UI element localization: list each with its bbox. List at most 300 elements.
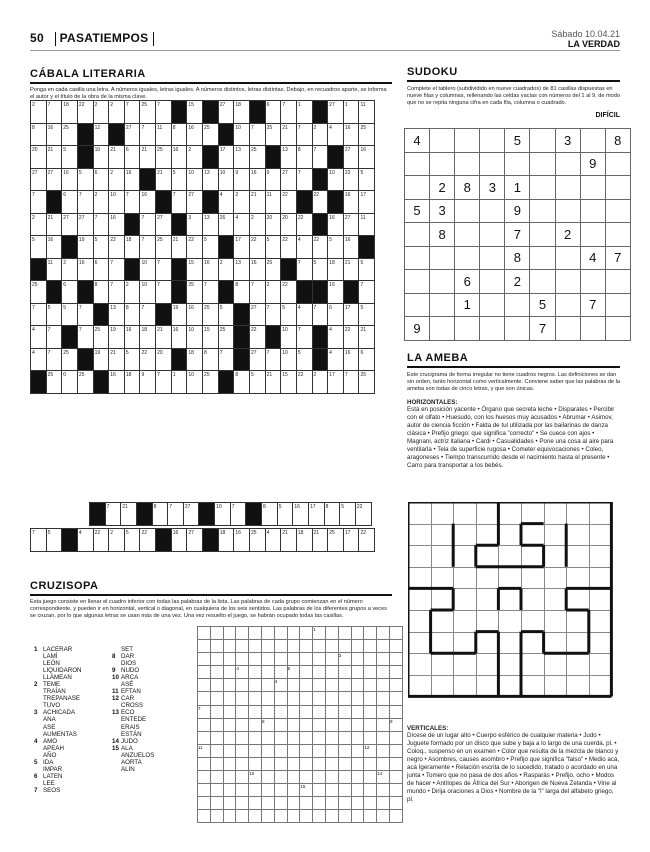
cruzisopa-cell[interactable] <box>261 797 274 810</box>
cruzisopa-cell[interactable] <box>274 797 287 810</box>
cabala-cell[interactable] <box>31 529 47 552</box>
sudoku-cell[interactable]: 8 <box>605 129 630 153</box>
cruzisopa-cell[interactable] <box>389 744 402 757</box>
cabala-cell[interactable] <box>343 213 359 236</box>
cruzisopa-cell[interactable] <box>364 731 377 744</box>
cabala-cell[interactable] <box>281 326 297 349</box>
sudoku-cell[interactable] <box>555 199 580 223</box>
sudoku-cell[interactable] <box>580 199 605 223</box>
cabala-cell[interactable] <box>281 348 297 371</box>
cruzisopa-cell[interactable] <box>351 640 364 653</box>
sudoku-cell[interactable] <box>455 199 480 223</box>
cruzisopa-cell[interactable]: 9 <box>389 718 402 731</box>
cabala-cell[interactable] <box>62 281 78 304</box>
cruzisopa-cell[interactable] <box>325 797 338 810</box>
cruzisopa-cell[interactable] <box>338 784 351 797</box>
cabala-cell[interactable] <box>265 191 281 214</box>
cruzisopa-cell[interactable] <box>389 810 402 823</box>
cruzisopa-cell[interactable] <box>338 797 351 810</box>
cruzisopa-cell[interactable] <box>249 731 262 744</box>
cabala-cell[interactable] <box>215 503 231 526</box>
cabala-cell[interactable] <box>46 236 62 259</box>
cabala-cell[interactable] <box>265 258 281 281</box>
cruzisopa-cell[interactable] <box>236 744 249 757</box>
sudoku-cell[interactable] <box>530 223 555 247</box>
cabala-cell[interactable] <box>312 258 328 281</box>
cabala-cell[interactable] <box>109 146 125 169</box>
cruzisopa-cell[interactable] <box>223 640 236 653</box>
cabala-cell[interactable] <box>93 281 109 304</box>
sudoku-cell[interactable] <box>455 152 480 176</box>
sudoku-cell[interactable]: 6 <box>455 270 480 294</box>
cabala-cell[interactable] <box>296 101 312 124</box>
cruzisopa-cell[interactable] <box>325 810 338 823</box>
cruzisopa-cell[interactable] <box>249 705 262 718</box>
cabala-cell[interactable] <box>359 168 375 191</box>
cruzisopa-cell[interactable] <box>223 679 236 692</box>
cruzisopa-cell[interactable] <box>364 771 377 784</box>
cabala-cell[interactable] <box>93 101 109 124</box>
cabala-cell[interactable] <box>46 348 62 371</box>
cruzisopa-cell[interactable] <box>210 744 223 757</box>
cabala-cell[interactable] <box>281 101 297 124</box>
cabala-cell[interactable] <box>359 348 375 371</box>
cruzisopa-cell[interactable] <box>210 627 223 640</box>
sudoku-cell[interactable]: 4 <box>580 246 605 270</box>
cabala-cell[interactable] <box>124 146 140 169</box>
sudoku-cell[interactable]: 4 <box>405 129 430 153</box>
sudoku-cell[interactable] <box>555 293 580 317</box>
cabala-cell[interactable] <box>46 258 62 281</box>
cruzisopa-cell[interactable] <box>223 666 236 679</box>
cabala-cell[interactable] <box>296 123 312 146</box>
cabala-cell[interactable] <box>187 326 203 349</box>
cabala-cell[interactable] <box>46 371 62 394</box>
cruzisopa-cell[interactable] <box>210 797 223 810</box>
cabala-cell[interactable] <box>234 236 250 259</box>
cabala-cell[interactable] <box>31 213 47 236</box>
cabala-cell[interactable] <box>296 168 312 191</box>
sudoku-cell[interactable] <box>605 270 630 294</box>
sudoku-cell[interactable] <box>405 293 430 317</box>
cabala-cell[interactable] <box>328 101 344 124</box>
cabala-cell[interactable] <box>171 303 187 326</box>
sudoku-cell[interactable] <box>480 270 505 294</box>
cruzisopa-cell[interactable] <box>198 771 211 784</box>
cabala-cell[interactable] <box>312 236 328 259</box>
cabala-cell[interactable] <box>187 348 203 371</box>
cabala-cell[interactable] <box>218 348 234 371</box>
sudoku-cell[interactable] <box>555 152 580 176</box>
sudoku-cell[interactable] <box>430 317 455 341</box>
cabala-cell[interactable] <box>187 258 203 281</box>
cruzisopa-cell[interactable] <box>377 640 390 653</box>
cruzisopa-cell[interactable] <box>351 653 364 666</box>
cruzisopa-cell[interactable]: 15 <box>300 784 313 797</box>
cabala-cell[interactable] <box>31 146 47 169</box>
cruzisopa-cell[interactable] <box>287 627 300 640</box>
cabala-cell[interactable] <box>77 101 93 124</box>
cabala-cell[interactable] <box>124 168 140 191</box>
cabala-cell[interactable] <box>218 213 234 236</box>
cruzisopa-cell[interactable] <box>223 797 236 810</box>
cabala-cell[interactable] <box>171 371 187 394</box>
cabala-cell[interactable] <box>218 146 234 169</box>
cruzisopa-cell[interactable] <box>325 640 338 653</box>
sudoku-cell[interactable] <box>405 223 430 247</box>
cruzisopa-cell[interactable] <box>236 718 249 731</box>
cabala-cell[interactable] <box>281 281 297 304</box>
cruzisopa-cell[interactable] <box>274 705 287 718</box>
cabala-cell[interactable] <box>93 258 109 281</box>
cabala-cell[interactable] <box>140 101 156 124</box>
cabala-cell[interactable] <box>249 326 265 349</box>
cabala-cell[interactable] <box>281 371 297 394</box>
cabala-cell[interactable] <box>156 146 172 169</box>
cabala-cell[interactable] <box>312 303 328 326</box>
cabala-cell[interactable] <box>249 236 265 259</box>
sudoku-cell[interactable] <box>480 317 505 341</box>
cabala-cell[interactable] <box>93 348 109 371</box>
cabala-cell[interactable] <box>328 213 344 236</box>
cabala-cell[interactable] <box>359 303 375 326</box>
sudoku-cell[interactable]: 8 <box>505 246 530 270</box>
cruzisopa-cell[interactable] <box>377 627 390 640</box>
cruzisopa-cell[interactable] <box>351 692 364 705</box>
sudoku-cell[interactable]: 8 <box>430 223 455 247</box>
cabala-cell[interactable] <box>265 303 281 326</box>
cabala-cell[interactable] <box>203 168 219 191</box>
cruzisopa-cell[interactable] <box>210 771 223 784</box>
cabala-cell[interactable] <box>156 213 172 236</box>
sudoku-cell[interactable]: 5 <box>530 293 555 317</box>
sudoku-cell[interactable] <box>555 176 580 200</box>
cruzisopa-cell[interactable] <box>223 771 236 784</box>
cabala-cell[interactable] <box>156 236 172 259</box>
cabala-cell[interactable] <box>31 123 47 146</box>
cabala-cell[interactable] <box>324 503 340 526</box>
sudoku-cell[interactable] <box>605 176 630 200</box>
cruzisopa-cell[interactable] <box>249 797 262 810</box>
cabala-cell[interactable] <box>156 101 172 124</box>
cabala-cell[interactable] <box>234 101 250 124</box>
sudoku-cell[interactable] <box>430 152 455 176</box>
cruzisopa-cell[interactable] <box>198 757 211 770</box>
cruzisopa-cell[interactable] <box>364 640 377 653</box>
cabala-cell[interactable] <box>265 213 281 236</box>
cruzisopa-cell[interactable] <box>377 810 390 823</box>
cruzisopa-cell[interactable] <box>325 784 338 797</box>
cabala-cell[interactable] <box>109 303 125 326</box>
cabala-cell[interactable] <box>312 123 328 146</box>
cabala-cell[interactable] <box>140 371 156 394</box>
cruzisopa-cell[interactable] <box>210 757 223 770</box>
cabala-cell[interactable] <box>265 529 281 552</box>
cabala-cell[interactable] <box>124 101 140 124</box>
cruzisopa-cell[interactable] <box>249 666 262 679</box>
sudoku-cell[interactable] <box>480 152 505 176</box>
cabala-cell[interactable] <box>203 303 219 326</box>
cruzisopa-cell[interactable] <box>274 627 287 640</box>
cabala-cell[interactable] <box>93 146 109 169</box>
cabala-cell[interactable] <box>359 529 375 552</box>
cruzisopa-cell[interactable] <box>198 718 211 731</box>
cabala-cell[interactable] <box>183 503 199 526</box>
cabala-cell[interactable] <box>262 503 278 526</box>
cruzisopa-cell[interactable] <box>274 718 287 731</box>
cruzisopa-cell[interactable] <box>364 705 377 718</box>
sudoku-cell[interactable] <box>480 199 505 223</box>
cabala-cell[interactable] <box>359 146 375 169</box>
cabala-cell[interactable] <box>218 326 234 349</box>
cruzisopa-cell[interactable] <box>274 757 287 770</box>
cruzisopa-cell[interactable] <box>377 692 390 705</box>
cruzisopa-cell[interactable] <box>325 653 338 666</box>
cruzisopa-cell[interactable] <box>377 653 390 666</box>
cruzisopa-cell[interactable] <box>274 731 287 744</box>
cabala-cell[interactable] <box>328 529 344 552</box>
cabala-cell[interactable] <box>121 503 137 526</box>
sudoku-cell[interactable] <box>430 270 455 294</box>
cruzisopa-cell[interactable] <box>223 692 236 705</box>
cruzisopa-cell[interactable] <box>338 810 351 823</box>
cruzisopa-cell[interactable] <box>313 653 326 666</box>
cruzisopa-cell[interactable]: 5 <box>287 666 300 679</box>
cabala-cell[interactable] <box>265 101 281 124</box>
cruzisopa-cell[interactable] <box>313 744 326 757</box>
cabala-cell[interactable] <box>203 258 219 281</box>
cruzisopa-cell[interactable] <box>198 784 211 797</box>
sudoku-cell[interactable] <box>405 152 430 176</box>
cruzisopa-cell[interactable] <box>287 784 300 797</box>
cruzisopa-cell[interactable] <box>274 666 287 679</box>
cabala-cell[interactable] <box>62 191 78 214</box>
cruzisopa-cell[interactable] <box>377 679 390 692</box>
cabala-cell[interactable] <box>343 168 359 191</box>
cruzisopa-cell[interactable] <box>300 666 313 679</box>
sudoku-cell[interactable] <box>430 293 455 317</box>
cabala-cell[interactable] <box>109 236 125 259</box>
cruzisopa-cell[interactable] <box>351 784 364 797</box>
cabala-cell[interactable] <box>281 529 297 552</box>
cabala-cell[interactable] <box>109 258 125 281</box>
sudoku-cell[interactable] <box>580 223 605 247</box>
cruzisopa-cell[interactable] <box>287 692 300 705</box>
cabala-cell[interactable] <box>152 503 168 526</box>
cabala-cell[interactable] <box>343 258 359 281</box>
cruzisopa-cell[interactable] <box>351 705 364 718</box>
cabala-cell[interactable] <box>62 371 78 394</box>
cabala-cell[interactable] <box>343 348 359 371</box>
sudoku-cell[interactable] <box>505 152 530 176</box>
cruzisopa-cell[interactable] <box>300 627 313 640</box>
cruzisopa-cell[interactable] <box>377 718 390 731</box>
cabala-cell[interactable] <box>156 326 172 349</box>
sudoku-cell[interactable]: 2 <box>555 223 580 247</box>
cruzisopa-cell[interactable]: 3 <box>338 653 351 666</box>
cabala-cell[interactable] <box>77 258 93 281</box>
cruzisopa-cell[interactable] <box>249 640 262 653</box>
cruzisopa-cell[interactable] <box>300 757 313 770</box>
cruzisopa-cell[interactable] <box>364 679 377 692</box>
cabala-cell[interactable] <box>218 168 234 191</box>
cabala-cell[interactable] <box>62 168 78 191</box>
sudoku-cell[interactable] <box>455 317 480 341</box>
cabala-cell[interactable] <box>171 326 187 349</box>
cabala-cell[interactable] <box>296 371 312 394</box>
cruzisopa-cell[interactable] <box>325 679 338 692</box>
cruzisopa-cell[interactable]: 11 <box>198 744 211 757</box>
cruzisopa-cell[interactable] <box>274 784 287 797</box>
sudoku-cell[interactable] <box>405 176 430 200</box>
cruzisopa-cell[interactable] <box>338 679 351 692</box>
cruzisopa-cell[interactable] <box>210 640 223 653</box>
cruzisopa-cell[interactable] <box>351 797 364 810</box>
cabala-cell[interactable] <box>312 371 328 394</box>
cruzisopa-cell[interactable] <box>377 784 390 797</box>
cruzisopa-cell[interactable] <box>313 640 326 653</box>
cabala-cell[interactable] <box>109 191 125 214</box>
cruzisopa-cell[interactable] <box>389 731 402 744</box>
cabala-cell[interactable] <box>109 326 125 349</box>
cabala-cell[interactable] <box>124 529 140 552</box>
cabala-cell[interactable] <box>234 258 250 281</box>
sudoku-cell[interactable]: 9 <box>580 152 605 176</box>
cabala-cell[interactable] <box>46 168 62 191</box>
cabala-cell[interactable] <box>359 101 375 124</box>
cabala-cell[interactable] <box>124 371 140 394</box>
sudoku-cell[interactable] <box>605 293 630 317</box>
sudoku-cell[interactable]: 3 <box>480 176 505 200</box>
cabala-cell[interactable] <box>109 101 125 124</box>
cabala-cell[interactable] <box>218 101 234 124</box>
cabala-cell[interactable] <box>328 348 344 371</box>
cruzisopa-cell[interactable] <box>313 705 326 718</box>
cruzisopa-cell[interactable] <box>261 731 274 744</box>
cabala-cell[interactable] <box>77 191 93 214</box>
cabala-cell[interactable] <box>187 146 203 169</box>
cruzisopa-cell[interactable] <box>210 784 223 797</box>
cabala-cell[interactable] <box>343 123 359 146</box>
cabala-cell[interactable] <box>124 236 140 259</box>
cruzisopa-cell[interactable]: 4 <box>274 679 287 692</box>
cruzisopa-cell[interactable] <box>287 640 300 653</box>
cabala-cell[interactable] <box>124 326 140 349</box>
cabala-cell[interactable] <box>265 123 281 146</box>
cruzisopa-cell[interactable] <box>389 679 402 692</box>
cruzisopa-cell[interactable] <box>249 744 262 757</box>
cruzisopa-cell[interactable] <box>300 771 313 784</box>
cruzisopa-cell[interactable]: 1 <box>313 627 326 640</box>
cabala-cell[interactable] <box>296 529 312 552</box>
cabala-cell[interactable] <box>359 213 375 236</box>
cabala-cell[interactable] <box>77 213 93 236</box>
cabala-cell[interactable] <box>187 236 203 259</box>
cruzisopa-cell[interactable] <box>351 627 364 640</box>
cruzisopa-cell[interactable] <box>223 810 236 823</box>
cruzisopa-cell[interactable] <box>325 744 338 757</box>
cabala-cell[interactable] <box>343 371 359 394</box>
cabala-cell[interactable] <box>62 146 78 169</box>
cabala-cell[interactable] <box>234 191 250 214</box>
sudoku-cell[interactable] <box>505 293 530 317</box>
cabala-cell[interactable] <box>234 123 250 146</box>
cruzisopa-cell[interactable] <box>274 692 287 705</box>
cruzisopa-cell[interactable] <box>313 692 326 705</box>
cabala-cell[interactable] <box>140 529 156 552</box>
cabala-cell[interactable] <box>343 146 359 169</box>
cabala-cell[interactable] <box>277 503 293 526</box>
cabala-cell[interactable] <box>296 236 312 259</box>
cruzisopa-cell[interactable] <box>236 771 249 784</box>
cabala-cell[interactable] <box>359 123 375 146</box>
cabala-cell[interactable] <box>46 213 62 236</box>
cabala-cell[interactable] <box>340 503 356 526</box>
cruzisopa-cell[interactable] <box>210 718 223 731</box>
cabala-cell[interactable] <box>140 281 156 304</box>
cabala-cell[interactable] <box>187 213 203 236</box>
cruzisopa-cell[interactable] <box>338 705 351 718</box>
cruzisopa-cell[interactable] <box>287 744 300 757</box>
cruzisopa-cell[interactable] <box>351 666 364 679</box>
cruzisopa-cell[interactable] <box>313 757 326 770</box>
cabala-cell[interactable] <box>249 213 265 236</box>
cruzisopa-cell[interactable] <box>198 692 211 705</box>
cabala-cell[interactable] <box>249 281 265 304</box>
cruzisopa-cell[interactable] <box>249 810 262 823</box>
cabala-cell[interactable] <box>312 146 328 169</box>
cabala-cell[interactable] <box>328 258 344 281</box>
sudoku-cell[interactable] <box>605 152 630 176</box>
cruzisopa-cell[interactable] <box>377 705 390 718</box>
cabala-cell[interactable] <box>109 213 125 236</box>
cabala-cell[interactable] <box>265 348 281 371</box>
sudoku-cell[interactable] <box>555 270 580 294</box>
cabala-cell[interactable] <box>140 236 156 259</box>
cabala-cell[interactable] <box>328 303 344 326</box>
cruzisopa-cell[interactable] <box>236 705 249 718</box>
cruzisopa-cell[interactable] <box>338 731 351 744</box>
sudoku-cell[interactable]: 1 <box>505 176 530 200</box>
cruzisopa-cell[interactable] <box>313 679 326 692</box>
cruzisopa-cell[interactable] <box>389 784 402 797</box>
cruzisopa-cell[interactable] <box>338 744 351 757</box>
cabala-cell[interactable] <box>77 371 93 394</box>
cabala-cell[interactable] <box>93 123 109 146</box>
cabala-cell[interactable] <box>156 168 172 191</box>
cabala-cell[interactable] <box>140 326 156 349</box>
sudoku-cell[interactable]: 2 <box>430 176 455 200</box>
cruzisopa-cell[interactable] <box>261 653 274 666</box>
cabala-cell[interactable] <box>77 168 93 191</box>
cruzisopa-cell[interactable] <box>389 705 402 718</box>
cabala-cell[interactable] <box>203 371 219 394</box>
sudoku-cell[interactable] <box>580 129 605 153</box>
cruzisopa-cell[interactable] <box>287 718 300 731</box>
cabala-cell[interactable] <box>77 236 93 259</box>
sudoku-cell[interactable]: 2 <box>505 270 530 294</box>
cruzisopa-cell[interactable] <box>198 810 211 823</box>
sudoku-cell[interactable] <box>530 152 555 176</box>
cruzisopa-cell[interactable] <box>377 731 390 744</box>
cabala-cell[interactable] <box>203 123 219 146</box>
cabala-cell[interactable] <box>249 123 265 146</box>
cruzisopa-cell[interactable] <box>274 640 287 653</box>
cabala-cell[interactable] <box>234 168 250 191</box>
cabala-cell[interactable] <box>203 348 219 371</box>
cruzisopa-cell[interactable] <box>300 744 313 757</box>
cruzisopa-cell[interactable] <box>377 797 390 810</box>
